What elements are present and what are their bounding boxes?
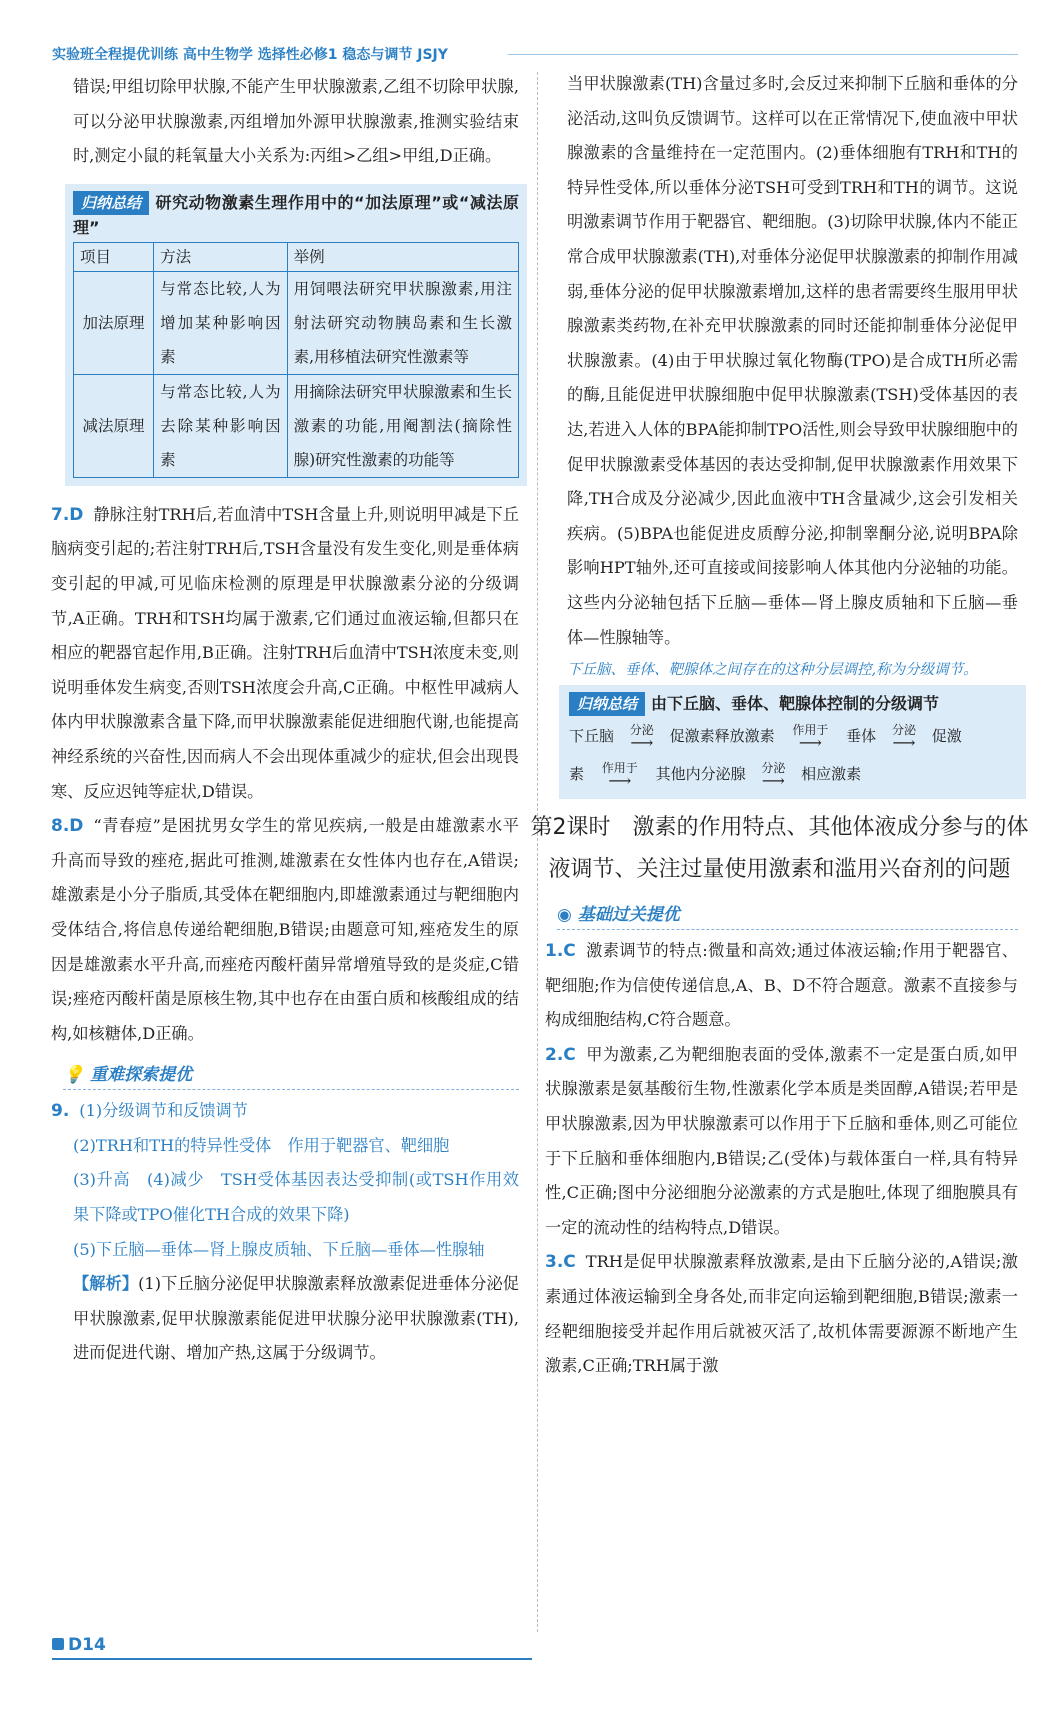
hierarchy-title-text: 由下丘脑、垂体、靶腺体控制的分级调节 — [651, 694, 940, 714]
answer-text: TRH是促甲状腺激素释放激素,是由下丘脑分泌的,A错误;激素通过体液运输到全身各处,而非定向运输到靶细胞,B错误;激素一经靶细胞接受并起作用后就被灭活了,故机体需要源源不断地产生激素,C正确;TRH属于激 — [545, 1252, 1018, 1376]
flow-node: 素 — [569, 765, 585, 784]
table-row — [74, 374, 519, 477]
flow-node: 相应激素 — [801, 765, 862, 784]
lesson-title: 第2课时 激素的作用特点、其他体液成分参与的体液调节、关注过量使用激素和滥用兴奋剂的问题 — [530, 815, 1029, 883]
flow-node: 垂体 — [846, 727, 877, 746]
table-cell: 用摘除法研究甲状腺激素和生长激素的功能,用阉割法(摘除性腺)研究性激素的功能等 — [287, 374, 518, 477]
answer-8 — [51, 809, 519, 1051]
question-number: 1.C — [545, 941, 576, 962]
page-marker-icon — [52, 1638, 64, 1650]
answer-2 — [545, 1038, 1018, 1246]
flow-line-1 — [569, 717, 1016, 755]
flow-node: 促激 — [931, 727, 962, 746]
table-cell: 与常态比较,人为去除某种影响因素 — [154, 374, 288, 477]
section-heading: ◉ 基础过关提优 — [557, 901, 1018, 930]
answer-3 — [545, 1245, 1018, 1383]
answer-text: 甲为激素,乙为靶细胞表面的受体,激素不一定是蛋白质,如甲状腺激素是氨基酸衍生物,性激素化学本质是类固醇,A错误;若甲是甲状腺激素,因为甲状腺激素可以作用于下丘脑和垂体,则乙可能位于下丘脑和垂体细胞内,B错误;乙(受体)与载体蛋白一样,具有特异性,C正确;图中分泌细胞分泌激素的方式是胞吐,体现了细胞膜具有一定的流动性的结构特点,D错误。 — [545, 1044, 1018, 1237]
header-title: 实验班全程提优训练 高中生物学 选择性必修1 稳态与调节 JSJY — [52, 47, 448, 63]
question-number: 2.C — [545, 1044, 576, 1065]
answer-7 — [51, 498, 519, 809]
flow-arrow: 作用于 ⟶ — [601, 761, 638, 791]
section-heading-text: 基础过关提优 — [577, 905, 680, 926]
answer-text: 静脉注射TRH后,若血清中TSH含量上升,则说明甲减是下丘脑病变引起的;若注射TRH后,TSH含量没有发生变化,则是垂体病变引起的甲减,可见临床检测的原理是甲状腺激素分泌的分级调节,A正确。TRH和TSH均属于激素,它们通过血液运输,但都只在相应的靶器官起作用,B正确。注射TRH后血清中TSH浓度未变,则说明垂体发生病变,否则TSH浓度会升高,C正确。中枢性甲减病人体内甲状腺激素含量下降,而甲状腺激素能促进细胞代谢,也能提高神经系统的兴奋性,因而病人不会出现体重减少的症状,但会出现畏寒、反应迟钝等症状,D错误。 — [51, 504, 519, 801]
flow-node: 其他内分泌腺 — [655, 765, 746, 784]
answer-text: “青春痘”是困扰男女学生的常见疾病,一般是由雄激素水平升高而导致的痤疮,据此可推测,雄激素在女性体内也存在,A错误;雄激素是小分子脂质,其受体在靶细胞内,即雄激素通过与靶细胞内受体结合,将信息传递给靶细胞,B错误;由题意可知,痤疮发生的原因是雄激素水平升高,而痤疮丙酸杆菌异常增殖导致的是炎症,C错误;痤疮丙酸杆菌是原核生物,其中也存在由蛋白质和核酸组成的结构,如核糖体,D正确。 — [51, 816, 519, 1043]
section-heading: 💡 重难探索提优 — [63, 1061, 519, 1090]
table-row — [74, 271, 519, 374]
table-header-row — [74, 242, 519, 271]
flow-node: 下丘脑 — [569, 727, 615, 746]
summary-tag: 归纳总结 — [73, 191, 149, 215]
answer-1 — [545, 934, 1018, 1038]
table-cell: 加法原理 — [74, 271, 154, 374]
analysis-label: 【解析】 — [73, 1274, 139, 1294]
hierarchy-title — [569, 691, 1016, 717]
header-rule — [508, 54, 1018, 55]
paragraph: 错误;甲组切除甲状腺,不能产生甲状腺激素,乙组不切除甲状腺,可以分泌甲状腺激素,丙组增加外源甲状腺激素,推测实验结束时,测定小鼠的耗氧量大小关系为:丙组>乙组>甲组,D正确。 — [73, 77, 519, 166]
question-number: 3.C — [545, 1252, 576, 1273]
summary-title — [73, 190, 519, 238]
flow-arrow: 分泌 ⟶ — [761, 761, 786, 791]
paragraph: 当甲状腺激素(TH)含量过多时,会反过来抑制下丘脑和垂体的分泌活动,这叫负反馈调节。这样可以在正常情况下,使血液中甲状腺激素的含量维持在一定范围内。(2)垂体细胞有TRH和TH的特异性受体,所以垂体分泌TSH可受到TRH和TH的调节。这说明激素调节作用于靶器官、靶细胞。(3)切除甲状腺,体内不能正常合成甲状腺激素(TH),对垂体分泌促甲状腺激素的抑制作用减弱,垂体分泌的促甲状腺激素增加,这样的患者需要终生服用甲状腺激素类药物,在补充甲状腺激素的同时还能抑制垂体分泌促甲状腺激素。(4)由于甲状腺过氧化物酶(TPO)是合成TH所必需的酶,且能促进甲状腺细胞中促甲状腺激素(TSH)受体基因的表达,若进入人体的BPA能抑制TPO活性,则会导致甲状腺细胞中的促甲状腺激素受体基因的表达受抑制,促甲状腺激素作用效果下降,TH合成及分泌减少,因此血液中TH含量减少,这会引发相关疾病。(5)BPA也能促进皮质醇分泌,抑制睾酮分泌,说明BPA除影响HPT轴外,还可直接或间接影响人体其他内分泌轴的功能。这些内分泌轴包括下丘脑—垂体—肾上腺皮质轴和下丘脑—垂体—性腺轴等。 — [567, 74, 1018, 647]
summary-title-text: 研究动物激素生理作用中的“加法原理”或“减法原理” — [73, 192, 519, 237]
hierarchy-box — [559, 685, 1026, 799]
method-table — [73, 242, 519, 478]
answer-line: (5)下丘脑—垂体—肾上腺皮质轴、下丘脑—垂体—性腺轴 — [73, 1239, 485, 1259]
section-heading-text: 重难探索提优 — [90, 1065, 193, 1086]
summary-tag: 归纳总结 — [569, 692, 645, 716]
answer-line: (2)TRH和TH的特异性受体 作用于靶器官、靶细胞 — [73, 1135, 450, 1155]
answer-9 — [51, 1094, 519, 1267]
question-number: 9. — [51, 1101, 70, 1122]
flow-arrow: 作用于 ⟶ — [792, 723, 829, 753]
table-header: 项目 — [74, 242, 154, 271]
analysis-text: (1)下丘脑分泌促甲状腺激素释放激素促进垂体分泌促甲状腺激素,促甲状腺激素能促进甲状腺分泌甲状腺激素(TH),进而促进代谢、增加产热,这属于分级调节。 — [73, 1274, 519, 1363]
flow-node: 促激素释放激素 — [669, 727, 775, 746]
flow-line-2 — [569, 755, 1016, 793]
question-number: 7.D — [51, 504, 84, 525]
table-cell: 减法原理 — [74, 374, 154, 477]
table-cell: 与常态比较,人为增加某种影响因素 — [154, 271, 288, 374]
handwritten-note: 下丘脑、垂体、靶腺体之间存在的这种分层调控,称为分级调节。 — [567, 662, 978, 679]
footer-rule — [52, 1658, 532, 1660]
answer-text: 激素调节的特点:微量和高效;通过体液运输;作用于靶器官、靶细胞;作为信使传递信息,A、B、D不符合题意。激素不直接参与构成细胞结构,C符合题意。 — [545, 941, 1018, 1030]
answer-line: (3)升高 (4)减少 TSH受体基因表达受抑制(或TSH作用效果下降或TPO催化TH合成的效果下降) — [73, 1170, 519, 1225]
right-column — [530, 67, 1029, 1384]
page-number — [52, 1635, 106, 1655]
summary-box — [65, 184, 527, 486]
question-number: 8.D — [51, 816, 84, 837]
flow-arrow: 分泌 ⟶ — [891, 723, 916, 753]
table-header: 举例 — [287, 242, 518, 271]
analysis — [73, 1267, 519, 1371]
left-column — [51, 70, 519, 1371]
page-number-text: D14 — [68, 1635, 106, 1655]
table-header: 方法 — [154, 242, 288, 271]
flow-arrow: 分泌 ⟶ — [629, 723, 654, 753]
answer-line: (1)分级调节和反馈调节 — [79, 1101, 248, 1121]
table-cell: 用饲喂法研究甲状腺激素,用注射法研究动物胰岛素和生长激素,用移植法研究性激素等 — [287, 271, 518, 374]
